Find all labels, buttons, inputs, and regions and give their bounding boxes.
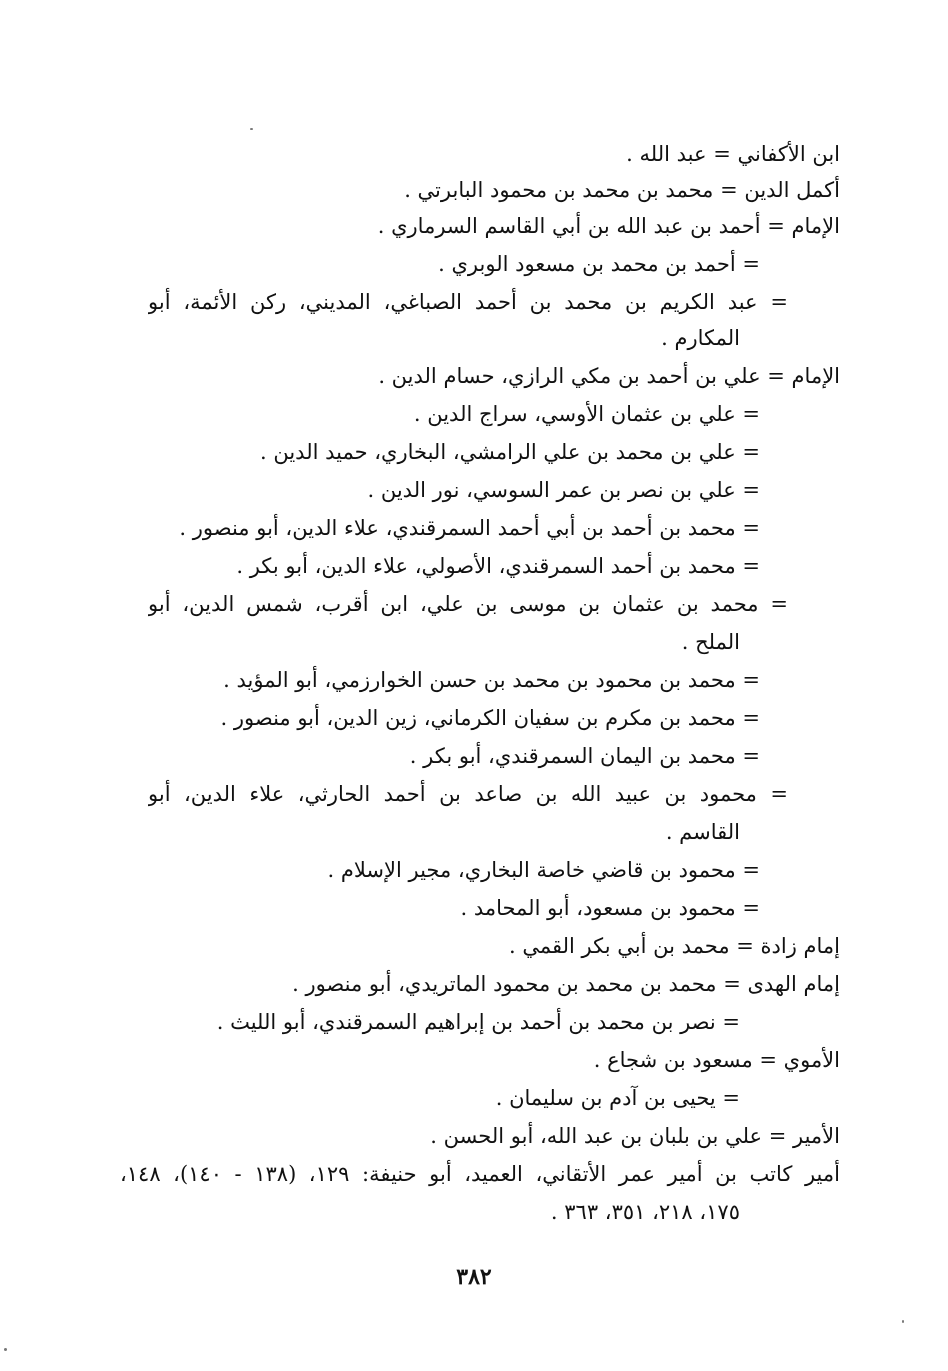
index-subentry-continuation: المكارم . bbox=[661, 326, 740, 350]
index-entry: إمام الهدى = محمد بن محمد بن محمود الماتريدي، أبو منصور . bbox=[292, 972, 840, 996]
index-entry: إمام زادة = محمد بن أبي بكر القمي . bbox=[509, 934, 840, 958]
index-subentry: = علي بن نصر بن عمر السوسي، نور الدين . bbox=[367, 478, 760, 502]
scan-speck bbox=[902, 1320, 904, 1323]
index-entry: الأمير = علي بن بلبان بن عبد الله، أبو الحسن . bbox=[430, 1124, 840, 1148]
index-entry: أكمل الدين = محمد بن محمد بن محمود البابرتي . bbox=[404, 178, 840, 202]
index-subentry-continuation: القاسم . bbox=[665, 820, 740, 844]
index-subentry: = علي بن عثمان الأوسي، سراج الدين . bbox=[413, 402, 760, 426]
index-subentry: = علي بن محمد بن علي الرامشي، البخاري، حميد الدين . bbox=[260, 440, 760, 464]
index-subentry: = يحيى بن آدم بن سليمان . bbox=[495, 1086, 740, 1110]
index-entry: أمير كاتب بن أمير عمر الأتقاني، العميد، أبو حنيفة: ١٢٩، (١٣٨ - ١٤٠)، ١٤٨، bbox=[120, 1162, 840, 1186]
index-entry: الأموي = مسعود بن شجاع . bbox=[593, 1048, 840, 1072]
index-subentry: = محمد بن أحمد السمرقندي، الأصولي، علاء الدين، أبو بكر . bbox=[236, 554, 760, 578]
index-entry: ابن الأكفاني = عبد الله . bbox=[626, 142, 840, 166]
scan-speck bbox=[250, 128, 253, 130]
index-subentry: = محمود بن مسعود، أبو المحامد . bbox=[460, 896, 760, 920]
index-subentry: = محمد بن محمود بن محمد بن حسن الخوارزمي، أبو المؤيد . bbox=[223, 668, 760, 692]
index-subentry: = أحمد بن محمد بن مسعود الوبري . bbox=[438, 252, 760, 276]
index-entry: الإمام = علي بن أحمد بن مكي الرازي، حسام الدين . bbox=[378, 364, 840, 388]
index-subentry: = محمود بن قاضي خاصة البخاري، مجير الإسلام . bbox=[327, 858, 760, 882]
scan-speck bbox=[4, 1348, 7, 1351]
index-subentry: = محمود بن عبيد الله بن صاعد بن أحمد الحارثي، علاء الدين، أبو bbox=[148, 782, 788, 806]
index-subentry-continuation: الملح . bbox=[681, 630, 740, 654]
index-subentry: = محمد بن عثمان بن موسى بن علي، ابن أقرب، شمس الدين، أبو bbox=[148, 592, 788, 616]
index-subentry: = نصر بن محمد بن أحمد بن إبراهيم السمرقندي، أبو الليث . bbox=[216, 1010, 740, 1034]
index-subentry: = محمد بن مكرم بن سفيان الكرماني، زين الدين، أبو منصور . bbox=[220, 706, 760, 730]
index-entry: الإمام = أحمد بن عبد الله بن أبي القاسم السرماري . bbox=[377, 214, 840, 238]
index-subentry: = محمد بن أحمد بن أبي أحمد السمرقندي، علاء الدين، أبو منصور . bbox=[179, 516, 760, 540]
index-subentry: = محمد بن اليمان السمرقندي، أبو بكر . bbox=[409, 744, 760, 768]
index-entry-continuation: ١٧٥، ٢١٨، ٣٥١، ٣٦٣ . bbox=[550, 1200, 740, 1224]
index-subentry: = عبد الكريم بن محمد بن أحمد الصباغي، المديني، ركن الأئمة، أبو bbox=[148, 290, 788, 314]
page-number: ٣٨٢ bbox=[456, 1264, 492, 1290]
